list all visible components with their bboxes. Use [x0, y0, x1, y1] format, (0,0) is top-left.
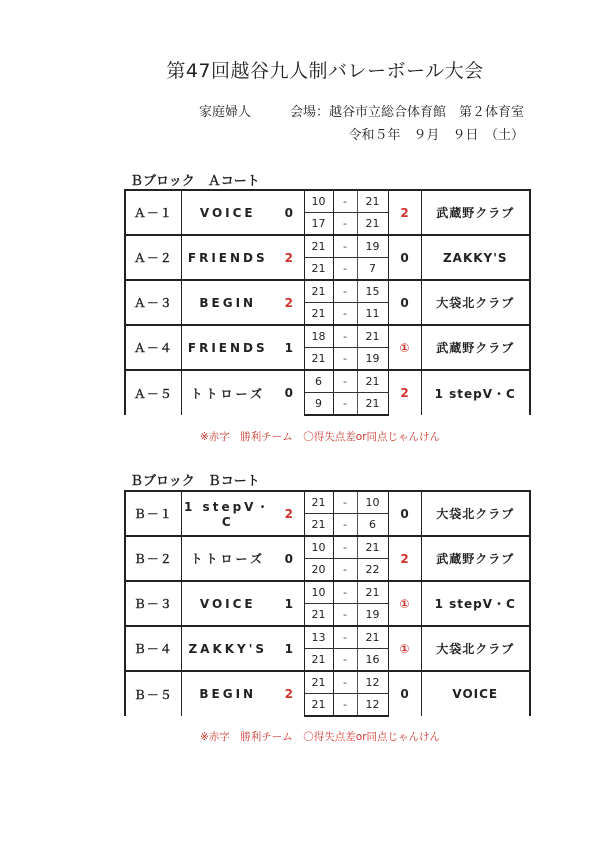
set-separator: - [333, 325, 357, 348]
set1-team1-points: 21 [304, 671, 333, 694]
team1-name: 1 stepV・C [184, 500, 272, 529]
match-id: Ｂ－２ [125, 536, 181, 581]
set2-team2-points: 6 [357, 514, 388, 537]
team1-name: FRIENDS [187, 250, 268, 265]
match-row [125, 280, 530, 303]
team1-name: FRIENDS [187, 340, 268, 355]
team2-sets-won: 2 [400, 386, 409, 400]
team2-name: 大袋北クラブ [421, 626, 530, 671]
set2-team2-points: 21 [357, 393, 388, 416]
set2-team1-points: 21 [304, 649, 333, 672]
match-row [125, 536, 530, 559]
match-row [125, 370, 530, 393]
set2-team2-points: 19 [357, 348, 388, 371]
set2-team2-points: 12 [357, 694, 388, 717]
team2-sets-won: 2 [400, 205, 409, 220]
team2-name: 1 stepV・C [421, 581, 530, 626]
team1-name: トトローズ [190, 386, 265, 401]
match-id: Ａ－４ [125, 325, 181, 370]
venue-label: 会場：越谷市立総合体育館 第２体育室 [289, 105, 524, 120]
team1-name: VOICE [199, 205, 256, 220]
results-table-a-court [124, 189, 531, 416]
set1-team1-points: 6 [304, 370, 333, 393]
set-separator: - [333, 559, 357, 582]
match-id: Ａ－５ [125, 370, 181, 415]
team1-sets-won: 2 [274, 671, 304, 716]
block-title-b: Ｂブロック Ｂコート [130, 474, 260, 489]
set2-team2-points: 19 [357, 604, 388, 627]
date-label: 令和５年 ９月 ９日 （土） [348, 128, 524, 143]
team2-sets-won: 0 [400, 295, 409, 310]
set1-team2-points: 21 [357, 581, 388, 604]
set-separator: - [333, 303, 357, 326]
team1-sets-won: 0 [274, 536, 304, 581]
set2-team1-points: 21 [304, 694, 333, 717]
set-separator: - [333, 190, 357, 213]
block-title-a: Ｂブロック Ａコート [130, 174, 260, 189]
team2-sets-won: ① [399, 340, 410, 355]
set1-team2-points: 21 [357, 536, 388, 559]
team1-name: BEGIN [199, 687, 257, 701]
results-table-b-court [124, 490, 531, 717]
set-separator: - [333, 348, 357, 371]
team2-sets-won: 0 [400, 250, 409, 265]
set2-team2-points: 16 [357, 649, 388, 672]
set2-team1-points: 9 [304, 393, 333, 416]
set2-team1-points: 21 [304, 258, 333, 281]
team2-sets-won: ① [399, 641, 410, 656]
set-separator: - [333, 649, 357, 672]
match-row [125, 671, 530, 694]
match-id: Ｂ－５ [125, 671, 181, 716]
match-row [125, 626, 530, 649]
set-separator: - [333, 235, 357, 258]
set1-team2-points: 21 [357, 370, 388, 393]
set-separator: - [333, 694, 357, 717]
set-separator: - [333, 258, 357, 281]
team2-name: 大袋北クラブ [421, 491, 530, 536]
team1-sets-won: 0 [274, 370, 304, 415]
page-title: 第47回越谷九人制バレーボール大会 [166, 60, 484, 82]
set1-team2-points: 12 [357, 671, 388, 694]
match-id: Ａ－２ [125, 235, 181, 280]
match-id: Ａ－３ [125, 280, 181, 325]
legend-note-a: ※赤字 勝利チーム 〇得失点差or同点じゃんけん [200, 431, 441, 443]
set2-team1-points: 21 [304, 604, 333, 627]
match-id: Ｂ－１ [125, 491, 181, 536]
set-separator: - [333, 280, 357, 303]
set1-team2-points: 15 [357, 280, 388, 303]
team1-sets-won: 0 [274, 190, 304, 235]
match-id: Ａ－１ [125, 190, 181, 235]
set2-team2-points: 22 [357, 559, 388, 582]
set-separator: - [333, 213, 357, 236]
set1-team1-points: 10 [304, 536, 333, 559]
team2-sets-won: 0 [400, 506, 409, 521]
set1-team1-points: 10 [304, 190, 333, 213]
set-separator: - [333, 626, 357, 649]
team1-name: BEGIN [199, 295, 257, 310]
set1-team2-points: 21 [357, 325, 388, 348]
match-row [125, 325, 530, 348]
set1-team2-points: 21 [357, 190, 388, 213]
team2-sets-won: 2 [400, 551, 409, 566]
set1-team2-points: 21 [357, 626, 388, 649]
division-venue [199, 101, 524, 120]
set1-team1-points: 10 [304, 581, 333, 604]
set-separator: - [333, 491, 357, 514]
team2-name: 武蔵野クラブ [421, 325, 530, 370]
team2-name: 1 stepV・C [421, 370, 530, 415]
team2-name: 武蔵野クラブ [421, 536, 530, 581]
match-id: Ｂ－３ [125, 581, 181, 626]
team2-sets-won: 0 [400, 687, 409, 701]
team2-name: VOICE [421, 671, 530, 716]
match-row [125, 581, 530, 604]
match-id: Ｂ－４ [125, 626, 181, 671]
team2-name: 大袋北クラブ [421, 280, 530, 325]
team1-sets-won: 2 [274, 235, 304, 280]
set1-team1-points: 13 [304, 626, 333, 649]
set2-team2-points: 21 [357, 213, 388, 236]
set-separator: - [333, 393, 357, 416]
set2-team1-points: 21 [304, 514, 333, 537]
division-label: 家庭婦人 [198, 105, 251, 120]
set2-team1-points: 20 [304, 559, 333, 582]
set-separator: - [333, 581, 357, 604]
set1-team2-points: 19 [357, 235, 388, 258]
match-row [125, 190, 530, 213]
set-separator: - [333, 370, 357, 393]
set2-team1-points: 17 [304, 213, 333, 236]
match-row [125, 491, 530, 514]
set1-team1-points: 18 [304, 325, 333, 348]
team2-name: ZAKKY'S [421, 235, 530, 280]
legend-note-b: ※赤字 勝利チーム 〇得失点差or同点じゃんけん [200, 731, 441, 743]
team1-sets-won: 1 [274, 581, 304, 626]
team1-sets-won: 2 [274, 280, 304, 325]
set-separator: - [333, 514, 357, 537]
team1-sets-won: 1 [274, 325, 304, 370]
team1-name: ZAKKY'S [188, 641, 268, 656]
team1-sets-won: 2 [274, 491, 304, 536]
set1-team1-points: 21 [304, 235, 333, 258]
set-separator: - [333, 604, 357, 627]
team2-name: 武蔵野クラブ [421, 190, 530, 235]
set1-team1-points: 21 [304, 491, 333, 514]
set-separator: - [333, 536, 357, 559]
set2-team2-points: 7 [357, 258, 388, 281]
team2-sets-won: ① [399, 596, 410, 611]
set-separator: - [333, 671, 357, 694]
set1-team1-points: 21 [304, 280, 333, 303]
team1-name: VOICE [199, 596, 256, 611]
set2-team1-points: 21 [304, 303, 333, 326]
team1-sets-won: 1 [274, 626, 304, 671]
set1-team2-points: 10 [357, 491, 388, 514]
set2-team1-points: 21 [304, 348, 333, 371]
team1-name: トトローズ [190, 552, 265, 566]
set2-team2-points: 11 [357, 303, 388, 326]
match-row [125, 235, 530, 258]
